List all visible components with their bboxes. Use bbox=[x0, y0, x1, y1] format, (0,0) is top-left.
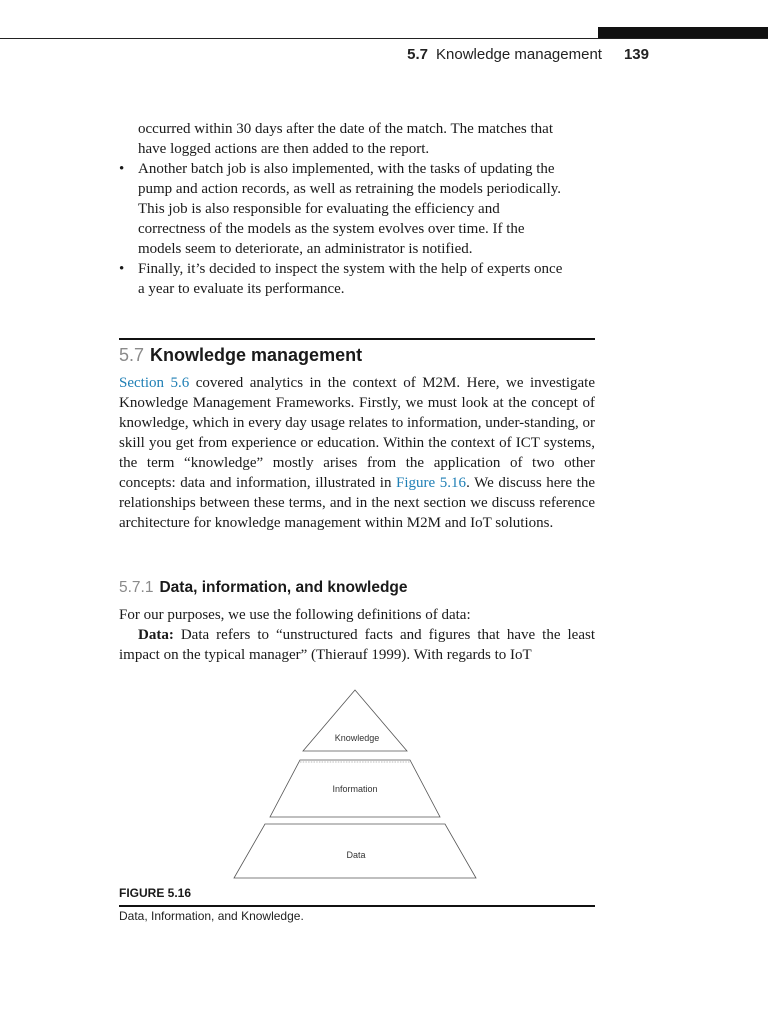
running-head-section-number: 5.7 bbox=[407, 46, 429, 63]
bullet-line: models seem to deteriorate, an administrator is notified. bbox=[138, 241, 473, 257]
bullet-line: Finally, it’s decided to inspect the system with the help of experts once bbox=[138, 261, 563, 277]
definition-text: Data refers to “unstructured facts and figures that have the least impact on the typical manager” (Thierauf 1999). With regards to IoT bbox=[119, 627, 595, 663]
definition-paragraph bbox=[119, 625, 595, 665]
section-title: Knowledge management bbox=[150, 345, 363, 365]
pyramid-label-knowledge: Knowledge bbox=[334, 733, 380, 743]
bullet-line: correctness of the models as the system evolves over time. If the bbox=[138, 221, 525, 237]
paragraph-text: covered analytics in the context of M2M. Here, we investigate Knowledge Management Frameworks. Firstly, we must look at the concept of knowledge, which in every day usage relates to information, under-standing, or skill you get from experience or education. Within the context of ICT systems, the term “knowledge” mostly arises from the application of two other concepts: data and information, illustrated in bbox=[119, 375, 595, 491]
figure-link[interactable]: Figure 5.16 bbox=[396, 475, 467, 491]
running-head-title: Knowledge management bbox=[436, 46, 602, 63]
figure-title: FIGURE 5.16 bbox=[119, 886, 192, 900]
bullet-line: pump and action records, as well as retraining the models periodically. bbox=[138, 181, 562, 197]
section-paragraph bbox=[119, 373, 595, 533]
dikw-pyramid-figure bbox=[230, 684, 480, 884]
header-rule bbox=[0, 38, 768, 39]
subsection-intro: For our purposes, we use the following definitions of data: bbox=[119, 607, 471, 623]
continued-line-1: occurred within 30 days after the date of the match. The matches that bbox=[138, 121, 553, 137]
bullet-icon: • bbox=[119, 261, 125, 277]
section-number: 5.7 bbox=[119, 345, 145, 365]
figure-caption: Data, Information, and Knowledge. bbox=[119, 909, 304, 923]
section-rule bbox=[119, 338, 595, 340]
subsection-number: 5.7.1 bbox=[119, 579, 154, 596]
pyramid-label-data: Data bbox=[346, 850, 366, 860]
definition-term: Data: bbox=[138, 627, 174, 643]
bullet-icon: • bbox=[119, 161, 125, 177]
subsection-heading bbox=[119, 579, 408, 597]
figure-rule bbox=[119, 905, 595, 907]
running-head bbox=[407, 46, 649, 63]
continued-paragraph bbox=[138, 119, 595, 159]
pyramid-label-information: Information bbox=[332, 784, 378, 794]
section-heading bbox=[119, 345, 362, 366]
subsection-title: Data, information, and knowledge bbox=[159, 579, 408, 596]
bullet-line: Another batch job is also implemented, with the tasks of updating the bbox=[138, 161, 555, 177]
continued-line-2: have logged actions are then added to the report. bbox=[138, 141, 430, 157]
bullet-line: This job is also responsible for evaluating the efficiency and bbox=[138, 201, 500, 217]
page-number: 139 bbox=[623, 46, 649, 63]
bullet-line: a year to evaluate its performance. bbox=[138, 281, 345, 297]
section-link[interactable]: Section 5.6 bbox=[119, 375, 190, 391]
paragraph-text: . We discuss here the relationships between these terms, and in the next section we discuss reference architecture for knowledge management within M2M and IoT solutions. bbox=[119, 475, 595, 531]
